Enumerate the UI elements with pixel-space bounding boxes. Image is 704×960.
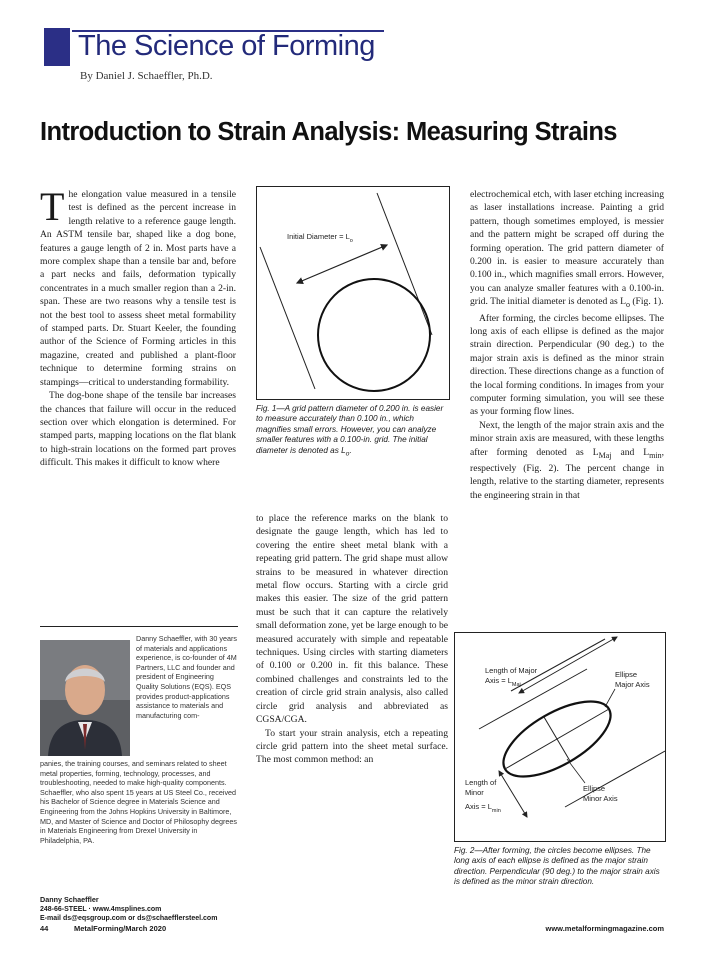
header-accent-bar — [44, 28, 70, 66]
figure-2-ellipse — [454, 632, 666, 842]
figure-1-circle-grid — [256, 186, 450, 400]
drop-cap: T — [40, 184, 65, 229]
minor-length-label-line3: Axis = $L_{min}$ — [465, 802, 501, 814]
author-box-rule — [40, 626, 238, 627]
minor-axis-length-arrow — [499, 771, 527, 817]
page-number: 44 — [40, 924, 49, 933]
body-column-1 — [40, 184, 236, 470]
minor-axis-leader — [567, 759, 585, 783]
paragraph: electrochemical etch, with laser etching increasing as laser installations increase. Painting a grid pattern, though sometimes employed, is messier and the pattern might be scraped off during the forming operation. The grid pattern diameter of 0.200 in. is easier to measure accurately than 0.100 in., which magnifies small errors. However, you can analyze smaller features with a 0.100-in. grid. The initial diameter is denoted as $L_o$ (Fig. 1). — [470, 189, 664, 310]
major-length-label-line2: Axis = $L_{Maj}$ — [485, 676, 521, 688]
figure-1-diagram — [257, 187, 449, 399]
minor-length-label: Length of — [465, 778, 497, 787]
author-portrait-image — [40, 640, 130, 756]
author-email[interactable]: E-mail ds@eqsgroup.com or ds@schaefflersteel.com — [40, 915, 218, 922]
series-title: The Science of Forming — [78, 30, 375, 62]
author-phone-web[interactable]: 248-66-STEEL · www.4msplines.com — [40, 906, 162, 913]
figure-2-diagram — [455, 633, 665, 841]
article-headline: Introduction to Strain Analysis: Measuring Strains — [40, 118, 617, 146]
paragraph: The dog-bone shape of the tensile bar increases the chances that failure will occur in the reduced section over which elongation is determined. For stamped parts, mapping locations on the flat blank to high-strain locations on the formed part proves difficult. This makes it difficult to know where — [40, 390, 236, 469]
author-name: Danny Schaeffler — [40, 895, 99, 904]
body-column-2 — [256, 512, 448, 767]
diameter-arrow — [297, 245, 387, 283]
dimension-extension-line — [260, 247, 315, 389]
byline: By Daniel J. Schaeffler, Ph.D. — [80, 70, 213, 82]
ellipse-major-axis-label-line2: Major Axis — [615, 680, 650, 689]
publication-issue: MetalForming/March 2020 — [74, 924, 167, 933]
major-axis-leader — [605, 689, 615, 707]
major-length-label: Length of Major — [485, 666, 538, 675]
grid-circle — [318, 279, 430, 391]
author-bio-continued: panies, the training courses, and seminars related to sheet metal properties, forming, technology, processes, and troubleshooting, needed to make high-quality components. Schaeffler, who also spent 15 years at US Steel Co., received his Bachelor of Science degree in Materials Science and Engineering from the Johns Hopkins University in Baltimore, MD, and Master of Science and Doctor of Philosophy degrees in Materials Engineering from Drexel University in Philadelphia, PA. — [40, 759, 237, 845]
major-axis-length-arrow — [519, 637, 617, 693]
author-contact — [40, 905, 238, 923]
body-column-3 — [470, 188, 664, 502]
initial-diameter-label: Initial Diameter = $L_o$ — [287, 232, 353, 244]
major-axis-dimension-baseline — [511, 639, 605, 691]
paragraph: To start your strain analysis, etch a repeating circle grid pattern into the sheet metal surface. The most common method: an — [256, 727, 448, 766]
website-link[interactable]: www.metalformingmagazine.com — [545, 924, 664, 933]
paragraph: The elongation value measured in a tensile test is defined as the percent increase in length relative to a reference gauge length. An ASTM tensile bar, shaped like a dog bone, features a gauge length of 2 in. Most parts have a more complex shape than a tensile bar and, before a part necks and fails, deformation typically concentrates in a much smaller region than a 2-in. span. These are two reasons why a tensile test is not the best tool to assess sheet metal formability of stamped parts. Dr. Stuart Keeler, the founding author of the Science of Forming articles in this magazine, created and published a plant-floor technique to determine forming strains on stampings—critical to understanding formability. — [40, 184, 236, 388]
paragraph: Next, the length of the major strain axis and the minor strain axis are measured, with these lengths after forming denoted as $L_{Maj}$ and $L_{min}$, respectively (Fig. 2). The percent change in length, relative to the starting diameter, represents the engineering strain in that — [470, 419, 664, 501]
ellipse-minor-axis-label-line2: Minor Axis — [583, 794, 618, 803]
figure-2-caption: Fig. 2—After forming, the circles become ellipses. The long axis of each ellipse is defined as the major strain direction. Perpendicular (90 deg.) to the major strain axis is defined as the minor strain direction. — [454, 846, 660, 887]
ellipse-minor-axis-line — [544, 717, 570, 761]
figure-1-caption: Fig. 1—A grid pattern diameter of 0.200 in. is easier to measure accurately than 0.100 in., which magnifies small errors. However, you can analyze smaller features with a 0.100-in. grid. The initial diameter is denoted as $L_o$. — [256, 404, 444, 458]
author-photo — [40, 640, 130, 756]
paragraph: to place the reference marks on the blank to designate the gauge length, which has led to covering the entire sheet metal blank with a repeating grid pattern. The grid shape must allow strains to be measured in whatever direction metal flow occurs. Starting with a circle grid makes this easier. The size of the grid pattern must be such that it can capture the relatively small deformation zone, yet be large enough to be measured accurately with simple and repeatable techniques. Using circles with starting diameters of 0.100 or 0.200 in. fit this balance. These combined challenges and constraints led to the creation of circle grid strain analysis, also called circle grid analysis and abbreviated as CGSA/CGA. — [256, 513, 448, 726]
ellipse-minor-axis-label: Ellipse — [583, 784, 606, 793]
paragraph: After forming, the circles become ellipses. The long axis of each ellipse is defined as the major strain direction. Perpendicular (90 deg.) to the major strain axis is defined as the minor strain direction. These directions change as a function of the local forming conditions. In images from your computer forming simulation, you will see these as your forming flow lines. — [470, 312, 664, 418]
author-bio-intro: Danny Schaeffler, with 30 years of materials and applications experience, is co-founder of 4M Partners, LLC and founder and president of Engineering Quality Solutions (EQS). EQS provides product-applications assistance to materials and manufacturing com- — [136, 634, 237, 720]
ellipse-major-axis-label: Ellipse — [615, 670, 638, 679]
dimension-extension-line — [377, 193, 432, 335]
minor-length-label-line2: Minor — [465, 788, 484, 797]
